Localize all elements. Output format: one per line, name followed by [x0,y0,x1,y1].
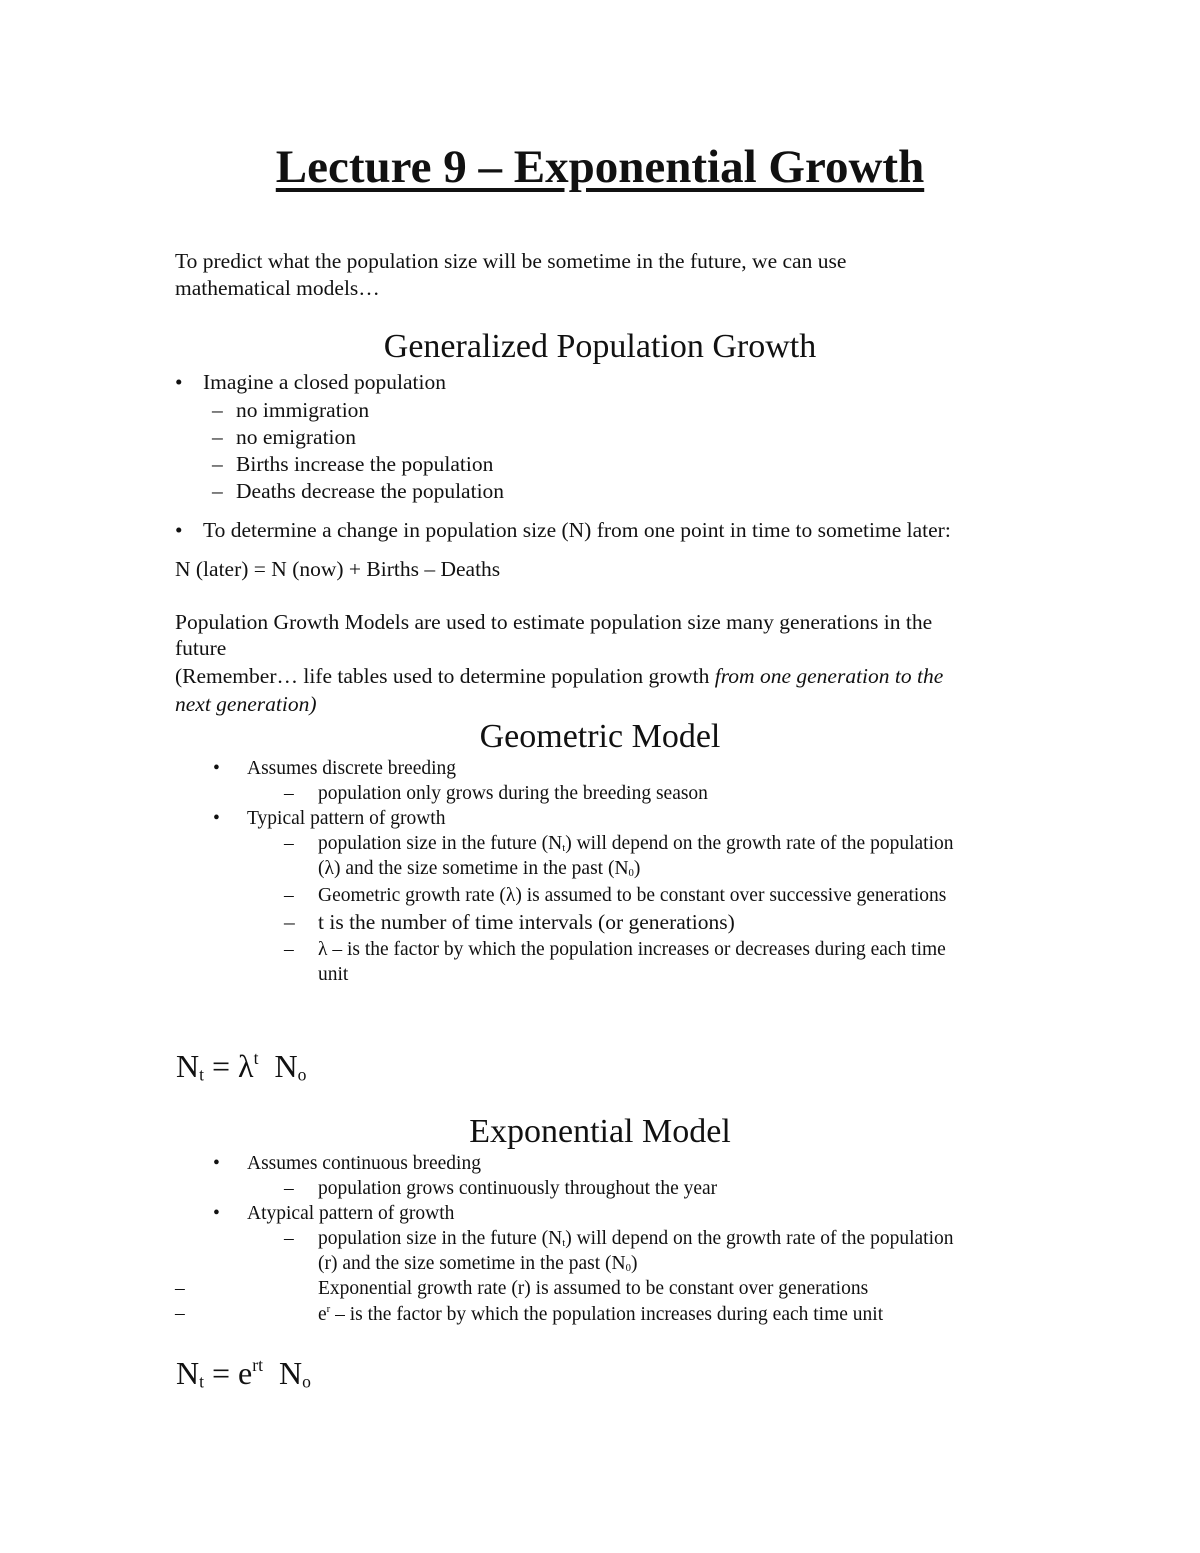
geometric-sub-4-line-2: unit [318,964,349,985]
text-part: ) will depend on the growth rate of the population [565,1228,954,1249]
intro-line-2: mathematical models… [175,276,380,300]
dash-icon: – [212,425,223,449]
superscript: rt [252,1355,263,1375]
exponential-sub-3 [318,1303,883,1326]
dash-icon: – [284,833,294,854]
exponential-heading: Exponential Model [469,1113,731,1150]
dash-icon: – [284,1228,294,1249]
exponential-sub-1-line-1 [318,1228,954,1250]
geometric-sub-4-line-1: λ – is the factor by which the population increases or decreases during each time [318,939,946,960]
formula-part: = e [204,1355,253,1392]
geometric-bullet-1: Assumes discrete breeding [247,758,457,779]
page-title: Lecture 9 – Exponential Growth [275,141,925,193]
superscript: r [326,1303,331,1315]
subscript: 0 [625,1262,631,1275]
text-part: ) will depend on the growth rate of the population [565,833,954,854]
dash-icon: – [175,1278,185,1299]
exponential-sub-1-line-2 [318,1253,637,1275]
subscript: o [297,1064,307,1085]
intro-line-1: To predict what the population size will be sometime in the future, we can use [175,249,847,273]
text-part: e [318,1304,327,1326]
text-part: (r) and the size sometime in the past (N [318,1253,626,1274]
geometric-bullet-1-sub: population only grows during the breeding season [318,783,708,804]
generalized-subitem: Births increase the population [236,452,494,476]
generalized-bullet-2: To determine a change in population size (N) from one point in time to sometime later: [203,518,951,542]
subscript: t [199,1064,204,1085]
dash-icon: – [212,398,223,422]
bullet-icon: • [213,1203,220,1224]
formula-part: = λ [204,1048,254,1085]
geometric-sub-1-line-2 [318,858,640,880]
subscript: t [199,1371,204,1392]
bullet-icon: • [175,518,183,542]
dash-icon: – [212,452,223,476]
exponential-bullet-2: Atypical pattern of growth [247,1203,455,1224]
exponential-bullet-1-sub: population grows continuously throughout the year [318,1178,718,1199]
models-para-line-1: Population Growth Models are used to estimate population size many generations in the [175,610,933,634]
geometric-heading: Geometric Model [479,718,721,755]
generalized-heading: Generalized Population Growth [383,328,817,365]
text-part: ) [630,1253,638,1274]
bullet-icon: • [213,758,220,779]
text-part: population size in the future (N [318,833,563,854]
models-para-line-3 [175,664,943,689]
models-para-italic: from one generation to the [714,664,944,688]
generalized-subitem: Deaths decrease the population [236,479,505,503]
formula-part: N [279,1355,303,1392]
bullet-icon: • [213,808,220,829]
superscript: t [253,1048,259,1068]
text-part: ) [633,858,641,879]
dash-icon: – [284,910,295,934]
dash-icon: – [284,885,294,906]
subscript: o [302,1371,311,1392]
geometric-sub-1-line-1 [318,833,954,855]
exponential-bullet-1: Assumes continuous breeding [247,1153,481,1174]
dash-icon: – [284,783,294,804]
dash-icon: – [212,479,223,503]
geometric-formula [176,1048,306,1086]
formula-part: N [176,1355,200,1392]
generalized-subitem: no immigration [236,398,370,422]
exponential-formula [176,1355,311,1393]
dash-icon: – [284,939,294,960]
generalized-bullet-1: Imagine a closed population [203,370,446,394]
text-part: population size in the future (N [318,1228,563,1249]
geometric-sub-2: Geometric growth rate (λ) is assumed to be constant over successive generations [318,885,947,906]
text-part: (λ) and the size sometime in the past (N [318,858,629,879]
models-para-plain: (Remember… life tables used to determine population growth [175,664,715,688]
bullet-icon: • [175,370,183,394]
text-part: – is the factor by which the population increases during each time unit [330,1304,884,1326]
models-para-line-4: next generation) [175,692,317,716]
subscript: t [562,842,566,855]
exponential-sub-2: Exponential growth rate (r) is assumed to be constant over generations [318,1278,869,1299]
dash-icon: – [284,1178,294,1199]
subscript: t [562,1237,566,1250]
subscript: 0 [628,867,634,880]
formula-part: N [176,1048,200,1085]
geometric-sub-3: t is the number of time intervals (or generations) [318,910,735,934]
formula-part: N [274,1048,298,1085]
models-para-line-2: future [175,636,227,660]
geometric-bullet-2: Typical pattern of growth [247,808,446,829]
dash-icon: – [175,1303,185,1324]
population-equation: N (later) = N (now) + Births – Deaths [175,557,501,581]
generalized-subitem: no emigration [236,425,357,449]
bullet-icon: • [213,1153,220,1174]
